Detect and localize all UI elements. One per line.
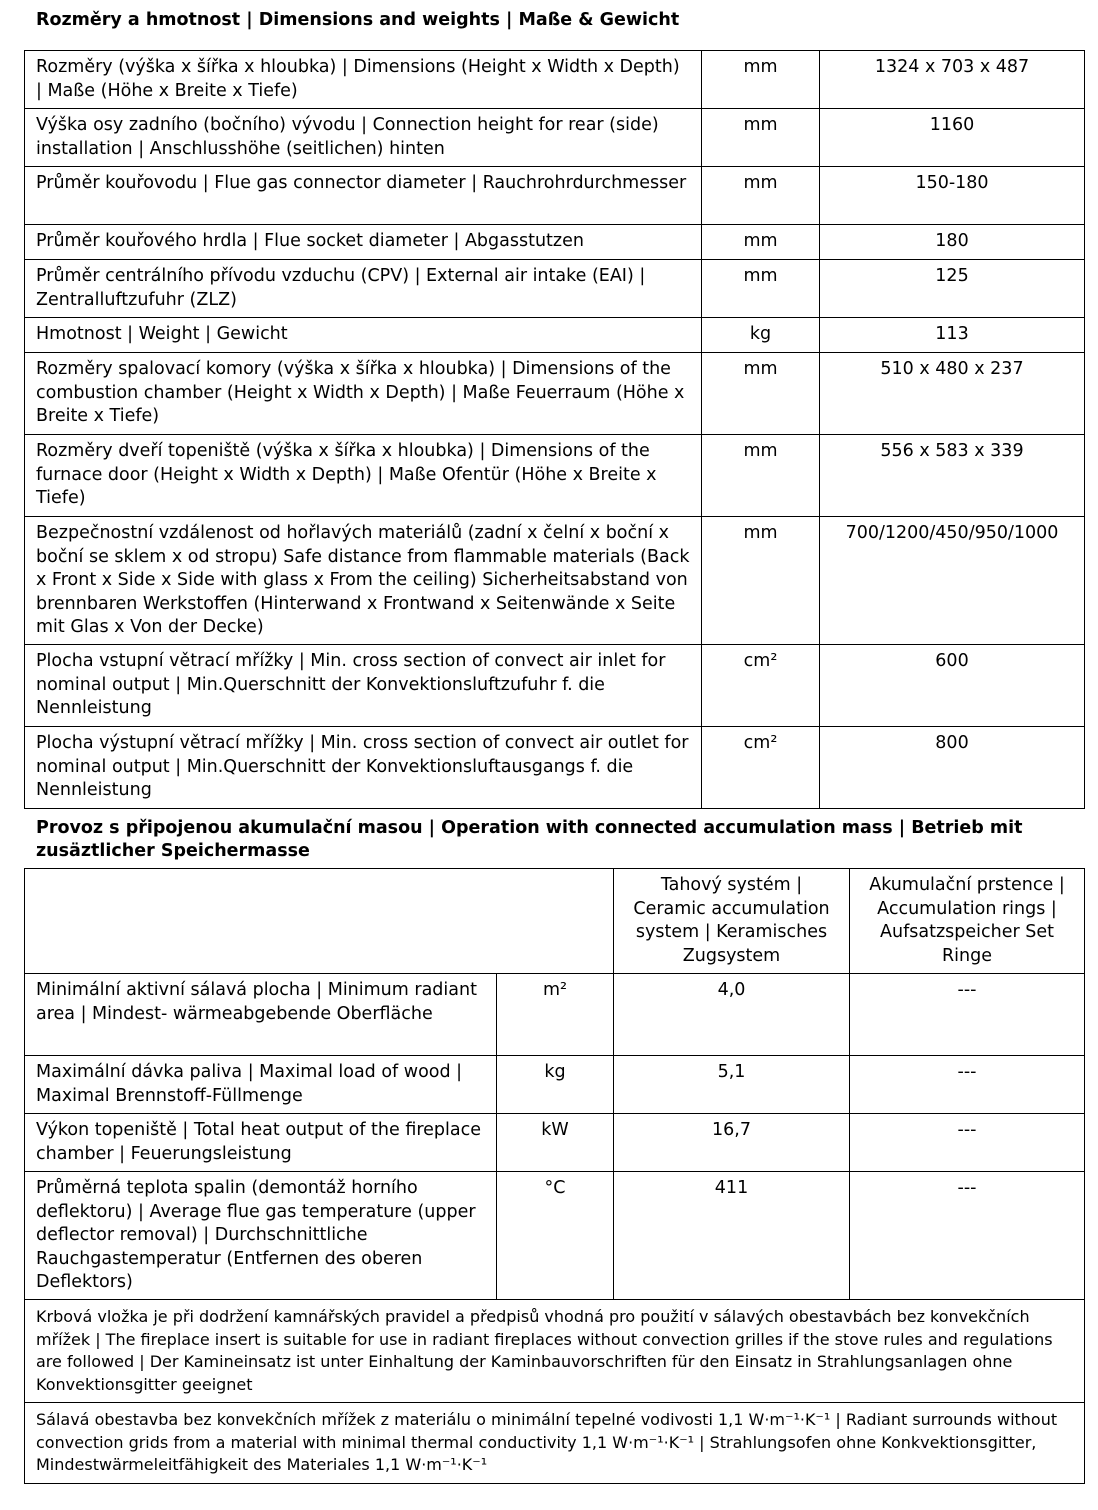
row-ceramic-value: 411: [614, 1172, 850, 1300]
row-unit: mm: [702, 225, 820, 260]
radiant-suitability-note: Krbová vložka je při dodržení kamnářských pravidel a předpisů vhodná pro použití v sálavých obestavbách bez konvekčních mřížek | The fireplace insert is suitable for use in radiant fireplaces without convection grilles if the stove rules and regulations are followed | Der Kamineinsatz ist unter Einhaltung der Kaminbauvorschriften für den Einsatz in Strahlungsanlagen ohne Konvektionsgitter geeignet: [25, 1300, 1085, 1403]
row-rings-value: ---: [850, 1172, 1085, 1300]
row-unit: kW: [497, 1114, 614, 1172]
table-row: [25, 1056, 1085, 1114]
row-unit: cm²: [702, 727, 820, 809]
accumulation-table: [24, 868, 1085, 1484]
row-value: 113: [820, 318, 1085, 353]
row-label: Průměr kouřovodu | Flue gas connector diameter | Rauchrohrdurchmesser: [25, 167, 702, 225]
empty-header-cell: [25, 869, 614, 974]
row-value: 1160: [820, 109, 1085, 167]
row-label: Rozměry spalovací komory (výška x šířka x hloubka) | Dimensions of the combustion chamber (Height x Width x Depth) | Maße Feuerraum (Höhe x Breite x Tiefe): [25, 353, 702, 435]
section2-title: Provoz s připojenou akumulační masou | Operation with connected accumulation mass | Betrieb mit zusäztlicher Speichermasse: [36, 818, 1023, 861]
thermal-conductivity-note: Sálavá obestavba bez konvekčních mřížek z materiálu o minimální tepelné vodivosti 1,1 W·m⁻¹·K⁻¹ | Radiant surrounds without convection grids from a material with minimal thermal conductivity 1,1 W·m⁻¹·K⁻¹ | Strahlungsofen ohne Konkvektionsgitter, Mindestwärmeleitfähigkeit des Materiales 1,1 W·m⁻¹·K⁻¹: [25, 1403, 1085, 1484]
table-row: [25, 353, 1085, 435]
note-row: [25, 1403, 1085, 1484]
row-unit: mm: [702, 167, 820, 225]
row-unit: kg: [497, 1056, 614, 1114]
table-row: [25, 51, 1085, 109]
row-label: Bezpečnostní vzdálenost od hořlavých materiálů (zadní x čelní x boční x boční se sklem x od stropu) Safe distance from flammable materials (Back x Front x Side x Side with glass x From the ceiling) Sicherheitsabstand von brennbaren Werkstoffen (Hinterwand x Frontwand x Seitenwände x Seite mit Glas x Von der Decke): [25, 517, 702, 645]
row-label: Plocha vstupní větrací mřížky | Min. cross section of convect air inlet for nominal output | Min.Querschnitt der Konvektionsluftzufuhr f. die Nennleistung: [25, 645, 702, 727]
row-rings-value: ---: [850, 974, 1085, 1056]
dimensions-table: [24, 50, 1085, 809]
row-unit: °C: [497, 1172, 614, 1300]
row-unit: cm²: [702, 645, 820, 727]
row-unit: mm: [702, 260, 820, 318]
row-unit: mm: [702, 51, 820, 109]
header-accumulation-rings: Akumulační prstence | Accumulation rings | Aufsatzspeicher Set Ringe: [850, 869, 1085, 974]
row-unit: mm: [702, 435, 820, 517]
table-header-row: [25, 869, 1085, 974]
row-label: Rozměry dveří topeniště (výška x šířka x hloubka) | Dimensions of the furnace door (Height x Width x Depth) | Maße Ofentür (Höhe x Breite x Tiefe): [25, 435, 702, 517]
row-value: 800: [820, 727, 1085, 809]
row-rings-value: ---: [850, 1114, 1085, 1172]
table-row: [25, 974, 1085, 1056]
row-label: Plocha výstupní větrací mřížky | Min. cross section of convect air outlet for nominal output | Min.Querschnitt der Konvektionsluftausgangs f. die Nennleistung: [25, 727, 702, 809]
table-row: [25, 260, 1085, 318]
row-value: 600: [820, 645, 1085, 727]
row-value: 180: [820, 225, 1085, 260]
row-value: 1324 x 703 x 487: [820, 51, 1085, 109]
section1-title: Rozměry a hmotnost | Dimensions and weights | Maße & Gewicht: [36, 10, 680, 30]
row-label: Průměr kouřového hrdla | Flue socket diameter | Abgasstutzen: [25, 225, 702, 260]
table-row: [25, 318, 1085, 353]
row-value: 556 x 583 x 339: [820, 435, 1085, 517]
table-row: [25, 645, 1085, 727]
note-row: [25, 1300, 1085, 1403]
table-row: [25, 167, 1085, 225]
row-label: Hmotnost | Weight | Gewicht: [25, 318, 702, 353]
row-ceramic-value: 4,0: [614, 974, 850, 1056]
row-ceramic-value: 5,1: [614, 1056, 850, 1114]
table-row: [25, 435, 1085, 517]
row-label: Maximální dávka paliva | Maximal load of wood | Maximal Brennstoff-Füllmenge: [25, 1056, 497, 1114]
table-row: [25, 1172, 1085, 1300]
row-label: Průměr centrálního přívodu vzduchu (CPV) | External air intake (EAI) | Zentralluftzufuhr (ZLZ): [25, 260, 702, 318]
row-unit: m²: [497, 974, 614, 1056]
row-value: 125: [820, 260, 1085, 318]
row-value: 150-180: [820, 167, 1085, 225]
row-value: 510 x 480 x 237: [820, 353, 1085, 435]
row-unit: mm: [702, 353, 820, 435]
row-unit: mm: [702, 109, 820, 167]
row-value: 700/1200/450/950/1000: [820, 517, 1085, 645]
table-row: [25, 1114, 1085, 1172]
row-label: Rozměry (výška x šířka x hloubka) | Dimensions (Height x Width x Depth) | Maße (Höhe x Breite x Tiefe): [25, 51, 702, 109]
table-row: [25, 225, 1085, 260]
table-row: [25, 727, 1085, 809]
row-ceramic-value: 16,7: [614, 1114, 850, 1172]
row-label: Průměrná teplota spalin (demontáž horního deflektoru) | Average flue gas temperature (upper deflector removal) | Durchschnittliche Rauchgastemperatur (Entfernen des oberen Deflektors): [25, 1172, 497, 1300]
row-rings-value: ---: [850, 1056, 1085, 1114]
row-label: Minimální aktivní sálavá plocha | Minimum radiant area | Mindest- wärmeabgebende Oberfläche: [25, 974, 497, 1056]
table-row: [25, 109, 1085, 167]
row-unit: mm: [702, 517, 820, 645]
header-ceramic-system: Tahový systém | Ceramic accumulation system | Keramisches Zugsystem: [614, 869, 850, 974]
row-label: Výkon topeniště | Total heat output of the fireplace chamber | Feuerungsleistung: [25, 1114, 497, 1172]
row-label: Výška osy zadního (bočního) vývodu | Connection height for rear (side) installation | Anschlusshöhe (seitlichen) hinten: [25, 109, 702, 167]
table-row: [25, 517, 1085, 645]
row-unit: kg: [702, 318, 820, 353]
